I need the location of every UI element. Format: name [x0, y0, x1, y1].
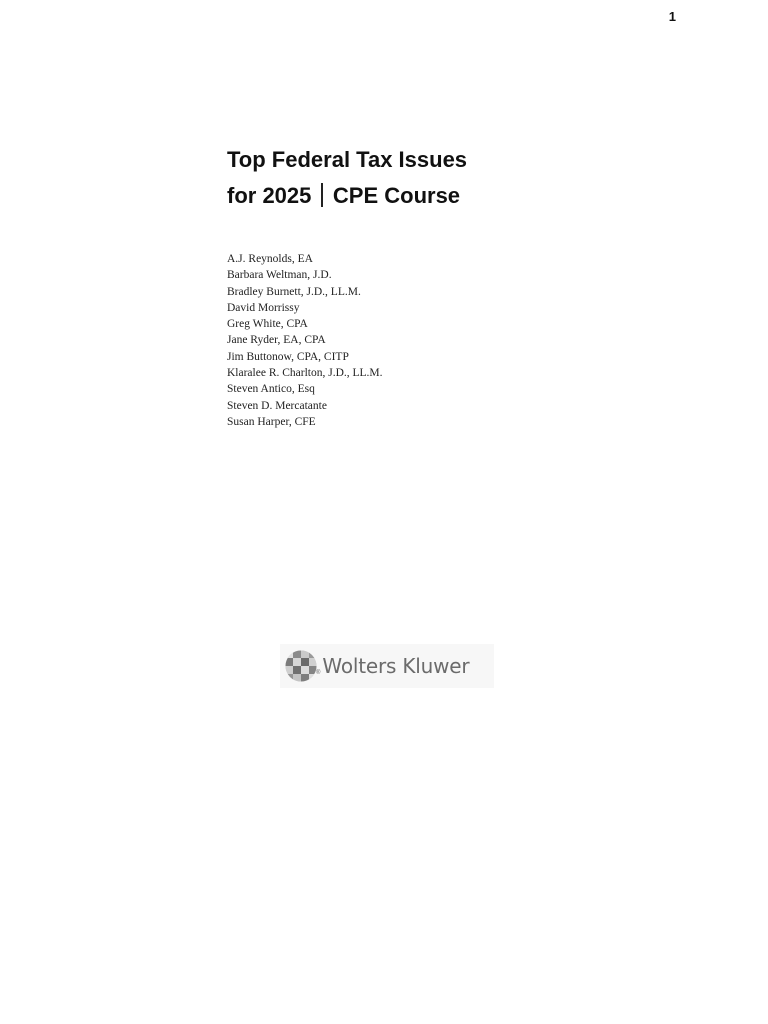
- author-name: Steven Antico, Esq: [227, 383, 315, 396]
- author-name: A.J. Reynolds, EA: [227, 253, 313, 265]
- author-list: [227, 251, 383, 430]
- title-line-2: [227, 178, 467, 214]
- author-name: David Morrissy: [227, 301, 300, 314]
- wolters-kluwer-logo-icon: [285, 650, 317, 682]
- title-separator: [321, 183, 323, 207]
- author-name: Bradley Burnett, J.D., LL.M.: [227, 285, 361, 298]
- author-name: Jane Ryder, EA, CPA: [227, 334, 326, 347]
- author-name: Jim Buttonow, CPA, CITP: [227, 350, 349, 363]
- registered-mark: ®: [316, 670, 321, 676]
- author-name: Greg White, CPA: [227, 318, 308, 331]
- title-course-type: CPE Course: [332, 183, 461, 208]
- publisher-name: Wolters Kluwer: [322, 654, 470, 678]
- author-name: Susan Harper, CFE: [227, 415, 316, 428]
- publisher-logo: [280, 644, 494, 688]
- author-name: Klaralee R. Charlton, J.D., LL.M.: [227, 367, 383, 380]
- author-name: Steven D. Mercatante: [227, 399, 327, 412]
- title-year: for 2025: [227, 183, 312, 208]
- author-name: Barbara Weltman, J.D.: [227, 269, 332, 282]
- course-title: [227, 142, 467, 214]
- page-number: 1: [668, 9, 676, 24]
- title-line-1: Top Federal Tax Issues: [227, 147, 468, 172]
